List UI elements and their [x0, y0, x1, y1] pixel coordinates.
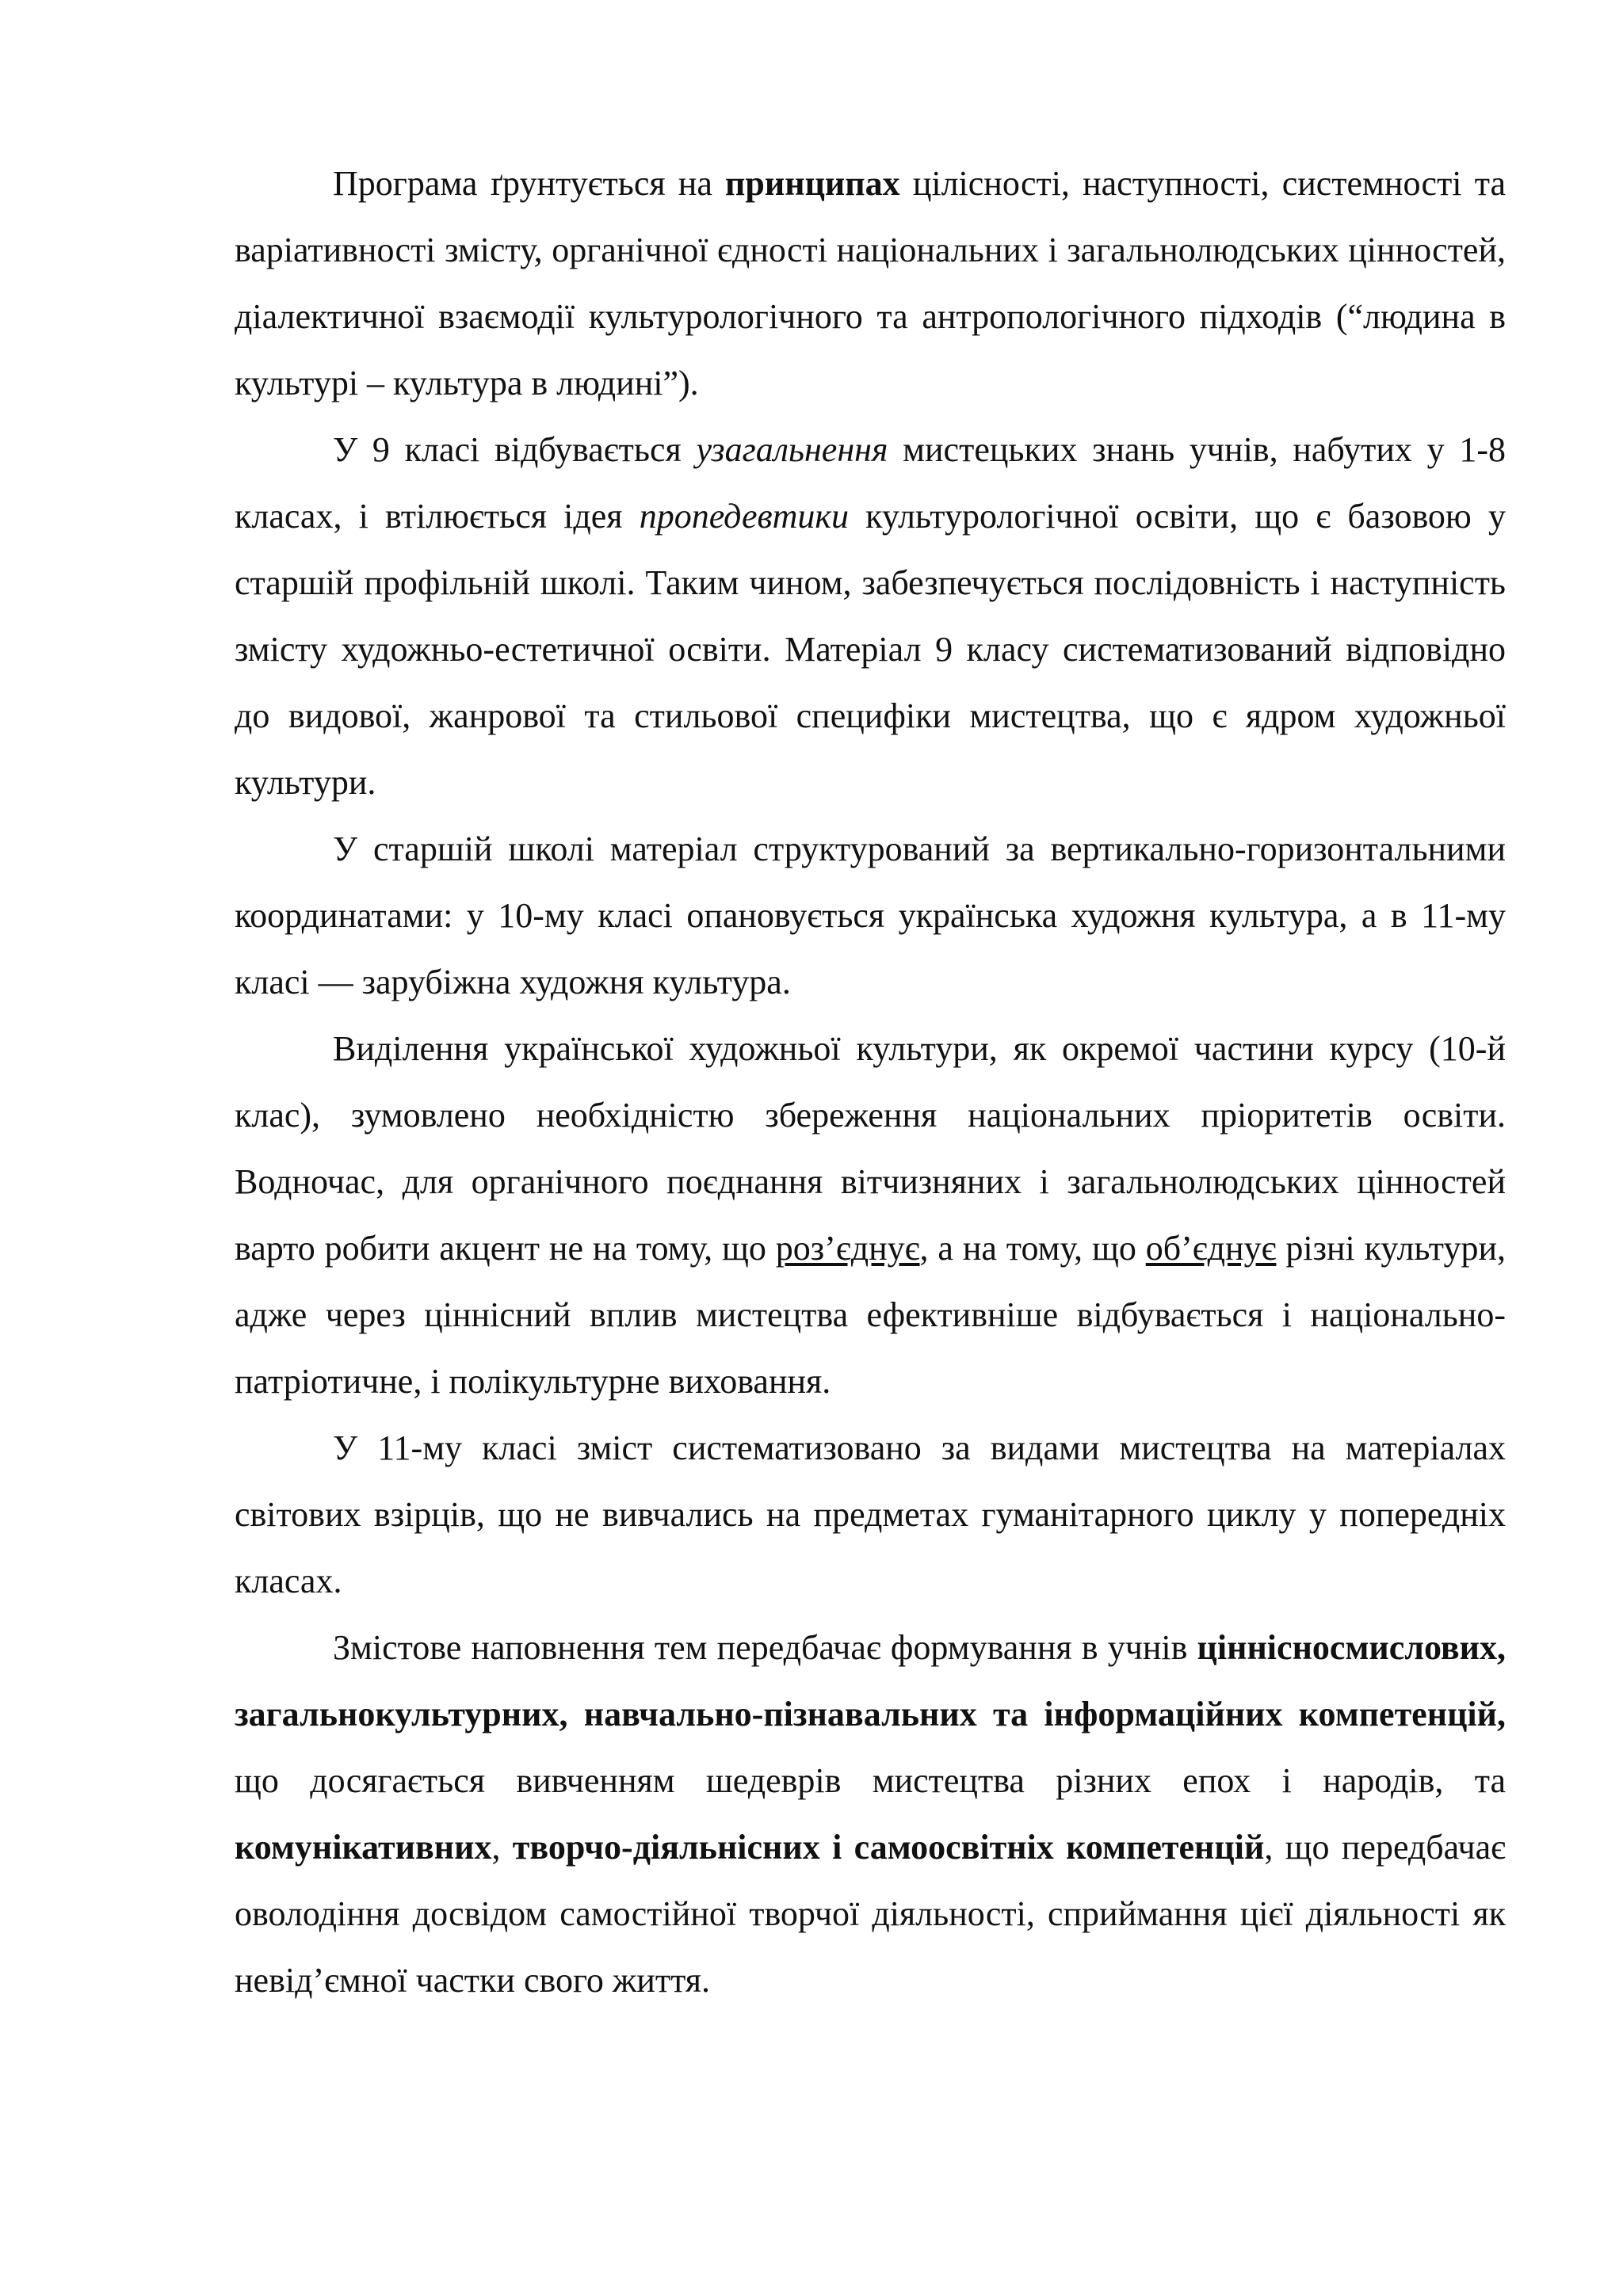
text-segment: що досягається вивченням шедеврів мистецтва різних епох і народів, та — [235, 1761, 1506, 1800]
italic-term-generalization: узагальнення — [696, 430, 888, 469]
text-segment: , — [491, 1828, 513, 1867]
document-page — [235, 151, 1506, 2014]
text-segment: У 11-му класі зміст систематизовано за видами мистецтва на матеріалах світових взірців, що не вивчались на предметах гуманітарного циклу у попередніх класах. — [235, 1428, 1506, 1600]
text-segment: цілісності, наступності, системності та варіативності змісту, органічної єдності національних і загальнолюдських цінностей, діалектичної взаємодії культурологічного та антропологічного підходів (“людина в культурі – культура в людині”). — [235, 164, 1506, 402]
text-segment: Змістове наповнення тем передбачає формування в учнів — [333, 1628, 1197, 1667]
text-segment: культурологічної освіти, що є базовою у старшій профільній школі. Таким чином, забезпечується послідовність і наступність змісту художньо-естетичної освіти. Матеріал 9 класу систематизований відповідно до видової, жанрової та стильової специфіки мистецтва, що є ядром художньої культури. — [235, 497, 1506, 802]
paragraph-competencies — [235, 1615, 1506, 2014]
paragraph-senior-school — [235, 816, 1506, 1016]
bold-term-principles: принципах — [725, 164, 900, 203]
text-segment: Програма ґрунтується на — [333, 164, 726, 203]
italic-term-propaedeutics: пропедевтики — [639, 497, 849, 536]
paragraph-ukrainian-culture — [235, 1016, 1506, 1415]
bold-term-communicative: комунікативних — [235, 1828, 492, 1867]
text-segment: різні культури, адже через ціннісний вплив мистецтва ефективніше відбувається і національно-патріотичне, і полікультурне виховання. — [235, 1229, 1506, 1401]
underlined-term-unites: об’єднує — [1145, 1229, 1277, 1268]
text-segment: мистецьких знань учнів, набутих у 1-8 класах, і втілюється ідея — [235, 430, 1506, 536]
bold-term-core-competencies: ціннісносмислових, загальнокультурних, навчально-пізнавальних та інформаційних компетенцій, — [235, 1628, 1506, 1733]
text-segment: Виділення української художньої культури, як окремої частини курсу (10-й клас), зумовлено необхідністю збереження національних пріоритетів освіти. Водночас, для органічного поєднання вітчизняних і загальнолюдських цінностей варто робити акцент не на тому, що — [235, 1029, 1506, 1268]
paragraph-grade-11 — [235, 1415, 1506, 1615]
text-segment: , а на тому, що — [919, 1229, 1146, 1268]
paragraph-principles — [235, 151, 1506, 417]
text-segment: , що передбачає оволодіння досвідом самостійної творчої діяльності, сприймання цієї діяльності як невід’ємної частки свого життя. — [235, 1828, 1506, 2000]
text-segment: У старшій школі матеріал структурований за вертикально-горизонтальними координатами: у 10-му класі опановується українська художня культура, а в 11-му класі — зарубіжна художня культура. — [235, 830, 1506, 1001]
underlined-term-divides: роз’єднує — [775, 1229, 920, 1268]
paragraph-grade-9 — [235, 417, 1506, 816]
text-segment: У 9 класі відбувається — [333, 430, 697, 469]
bold-term-creative-competencies: творчо-діяльнісних і самоосвітніх компетенцій — [512, 1828, 1265, 1867]
